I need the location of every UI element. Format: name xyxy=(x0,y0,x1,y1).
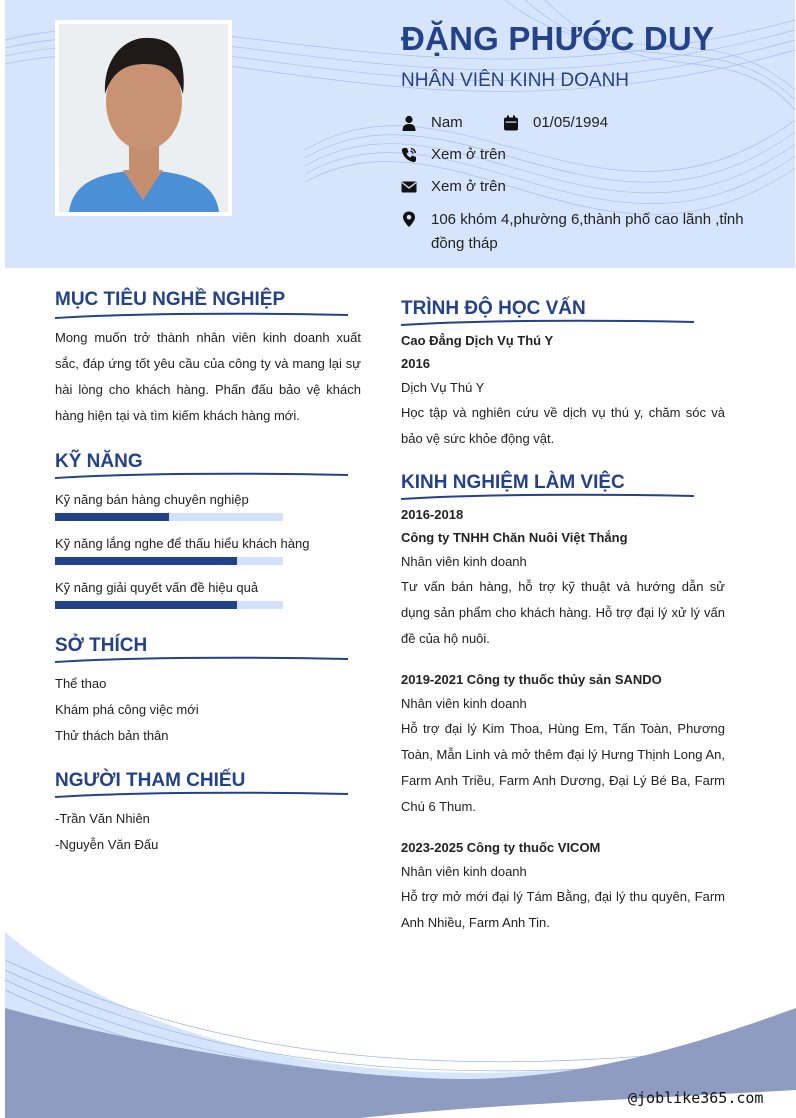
skill-bar-2 xyxy=(55,557,283,565)
email-value: Xem ở trên xyxy=(431,178,506,195)
education-title: TRÌNH ĐỘ HỌC VẤN xyxy=(401,298,586,319)
job1-description: Tư vấn bán hàng, hỗ trợ kỹ thuật và hướng dẫn sử dụng sản phẩm cho khách hàng. Hỗ trợ đại lý xử lý vấn đề của hộ nuôi. xyxy=(401,579,725,646)
envelope-icon xyxy=(401,179,417,195)
job2-position: Nhân viên kinh doanh xyxy=(401,696,527,711)
email-row xyxy=(401,178,601,198)
skill-label-2: Kỹ năng lắng nghe để thấu hiểu khách hàng xyxy=(55,536,310,551)
job1-position: Nhân viên kinh doanh xyxy=(401,554,527,569)
skills-title-underline xyxy=(55,472,348,480)
experience-title: KINH NGHIỆM LÀM VIỆC xyxy=(401,472,625,493)
education-description: Học tập và nghiên cứu về dịch vụ thú y, chăm sóc và bảo vệ sức khỏe động vật. xyxy=(401,405,725,446)
references-title: NGƯỜI THAM CHIẾU xyxy=(55,770,246,791)
references-title-underline xyxy=(55,791,348,799)
person-icon xyxy=(401,115,417,131)
footer-site-link[interactable]: @joblike365.com xyxy=(628,1089,764,1107)
phone-icon xyxy=(401,147,417,163)
birthdate-row xyxy=(503,114,643,134)
hobbies-title-underline xyxy=(55,656,348,664)
experience-title-underline xyxy=(401,493,694,501)
education-school: Cao Đẳng Dịch Vụ Thú Y xyxy=(401,333,554,348)
job1-company: Công ty TNHH Chăn Nuôi Việt Thắng xyxy=(401,530,628,545)
job1-period: 2016-2018 xyxy=(401,507,464,522)
job2-heading: 2019-2021 Công ty thuốc thủy sản SANDO xyxy=(401,672,662,687)
hobby-item: Thể thao xyxy=(55,676,107,691)
education-title-underline xyxy=(401,319,694,327)
address-line-1: 106 khóm 4,phường 6,thành phố cao lãnh ,tỉnh xyxy=(431,211,744,228)
reference-item: -Nguyễn Văn Đấu xyxy=(55,837,159,852)
candidate-role: NHÂN VIÊN KINH DOANH xyxy=(401,70,630,91)
address-line-2: đồng tháp xyxy=(431,235,498,252)
skill-bar-3 xyxy=(55,601,283,609)
objective-text: Mong muốn trở thành nhân viên kinh doanh xuất sắc, đáp ứng tốt yêu cầu của công ty và mang lại sự hài lòng cho khách hàng. Phấn đấu bảo vệ khách hàng hiện tại và tìm kiếm khách hàng mới. xyxy=(55,330,361,423)
birthdate-value: 01/05/1994 xyxy=(533,114,609,131)
hobby-item: Thử thách bản thân xyxy=(55,728,169,743)
skill-bar-fill-1 xyxy=(55,513,169,521)
skill-bar-fill-2 xyxy=(55,557,237,565)
gender-value: Nam xyxy=(431,114,463,131)
footer-waves xyxy=(0,900,796,1118)
skills-title: KỸ NĂNG xyxy=(55,451,143,472)
objective-title-underline xyxy=(55,312,348,320)
profile-photo xyxy=(55,20,232,216)
address-value xyxy=(431,208,744,256)
calendar-icon xyxy=(503,115,519,131)
skill-bar-fill-3 xyxy=(55,601,237,609)
reference-item: -Trần Văn Nhiên xyxy=(55,811,150,826)
hobby-item: Khám phá công việc mới xyxy=(55,702,199,717)
map-pin-icon xyxy=(401,211,417,227)
objective-title: MỤC TIÊU NGHỀ NGHIỆP xyxy=(55,289,286,310)
skill-label-3: Kỹ năng giải quyết vấn đề hiệu quả xyxy=(55,580,259,595)
skill-label-1: Kỹ năng bán hàng chuyên nghiệp xyxy=(55,492,249,507)
job2-description: Hỗ trợ đại lý Kim Thoa, Hùng Em, Tấn Toàn, Phương Toàn, Mẫn Linh và mở thêm đại lý Hưng Thịnh Long An, Farm Anh Triều, Farm Anh Dương, Đại Lý Bé Ba, Farm Chú 6 Thum. xyxy=(401,721,725,814)
address-row xyxy=(401,210,761,258)
phone-row xyxy=(401,146,601,166)
phone-value: Xem ở trên xyxy=(431,146,506,163)
job3-position: Nhân viên kinh doanh xyxy=(401,864,527,879)
job3-description: Hỗ trợ mở mới đại lý Tám Bằng, đại lý thu quyên, Farm Anh Nhiều, Farm Anh Tin. xyxy=(401,889,725,930)
skill-bar-1 xyxy=(55,513,283,521)
hobbies-title: SỞ THÍCH xyxy=(55,635,148,656)
candidate-name: ĐẶNG PHƯỚC DUY xyxy=(401,20,715,57)
education-major: Dịch Vụ Thú Y xyxy=(401,380,485,395)
job3-heading: 2023-2025 Công ty thuốc VICOM xyxy=(401,840,601,855)
education-year: 2016 xyxy=(401,356,430,371)
